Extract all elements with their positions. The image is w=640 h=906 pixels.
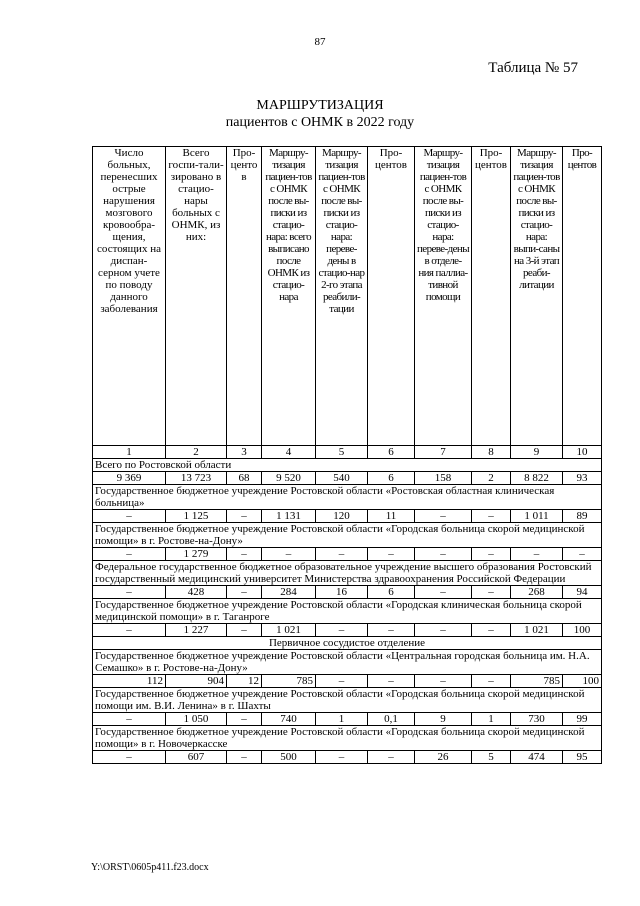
column-number: 10 [563,446,602,459]
institution-row [93,599,602,624]
data-cell: – [93,713,166,726]
table-label: Таблица № 57 [488,60,578,76]
header-cell: Про-центов [368,147,415,446]
data-cell: – [368,751,415,764]
data-cell: – [262,548,316,561]
data-cell: 1 279 [166,548,227,561]
data-cell: 9 [415,713,472,726]
header-cell: Маршру-тизация пациен-тов с ОНМК после вы-писки из стацио-нара: переве-дены в стацио-нар 2-го этапа реабили-тации [316,147,368,446]
data-cell: – [472,548,511,561]
data-cell: 730 [511,713,563,726]
column-number: 2 [166,446,227,459]
column-number: 3 [227,446,262,459]
title-line-1: МАРШРУТИЗАЦИЯ [256,98,384,113]
data-cell: 607 [166,751,227,764]
data-cell: 740 [262,713,316,726]
data-cell: 1 131 [262,510,316,523]
data-cell: – [415,675,472,688]
data-cell: – [368,624,415,637]
column-number-row [93,446,602,459]
data-cell: 6 [368,472,415,485]
institution-name: Государственное бюджетное учреждение Ростовской области «Ростовская областная клиническая больница» [93,485,602,510]
data-cell: 94 [563,586,602,599]
data-cell: – [472,510,511,523]
institution-name: Государственное бюджетное учреждение Ростовской области «Городская больница скорой медицинской помощи» в г. Ростове-на-Дону» [93,523,602,548]
data-cell: 428 [166,586,227,599]
column-number: 8 [472,446,511,459]
data-cell: – [316,548,368,561]
column-number: 7 [415,446,472,459]
data-cell: 1 125 [166,510,227,523]
data-cell: 1 021 [262,624,316,637]
data-cell: – [415,624,472,637]
data-cell: 2 [472,472,511,485]
data-cell: – [316,675,368,688]
data-cell: 268 [511,586,563,599]
institution-row [93,485,602,510]
data-cell: 112 [93,675,166,688]
data-cell: 1 021 [511,624,563,637]
data-cell: 1 050 [166,713,227,726]
data-cell: 785 [511,675,563,688]
data-row [93,586,602,599]
institution-row [93,459,602,472]
data-cell: – [93,510,166,523]
data-cell: 68 [227,472,262,485]
institution-row [93,688,602,713]
header-cell: Про-центов [472,147,511,446]
table-title [0,97,640,131]
header-cell: Всего госпи-тали-зировано в стацио-нары больных с ОНМК, из них: [166,147,227,446]
data-cell: – [415,548,472,561]
data-row [93,624,602,637]
data-cell: – [563,548,602,561]
data-row [93,548,602,561]
data-cell: 12 [227,675,262,688]
data-cell: 500 [262,751,316,764]
data-cell: 158 [415,472,472,485]
data-row [93,751,602,764]
data-cell: 26 [415,751,472,764]
header-row [93,147,602,446]
header-cell: Число больных, перенесших острые нарушения мозгового кровообра-щения, состоящих на диспан-серном учете по поводу данного заболевания [93,147,166,446]
data-cell: 100 [563,675,602,688]
data-cell: – [472,675,511,688]
data-cell: 120 [316,510,368,523]
data-cell: – [316,624,368,637]
institution-row [93,726,602,751]
data-cell: – [227,751,262,764]
institution-row [93,523,602,548]
data-cell: – [511,548,563,561]
data-row [93,713,602,726]
data-cell: – [316,751,368,764]
column-number: 6 [368,446,415,459]
data-cell: 284 [262,586,316,599]
data-cell: 1 [472,713,511,726]
column-number: 9 [511,446,563,459]
data-cell: – [93,548,166,561]
section-row [93,637,602,650]
data-cell: 16 [316,586,368,599]
data-cell: – [227,548,262,561]
data-cell: – [227,713,262,726]
data-cell: 8 822 [511,472,563,485]
data-cell: 99 [563,713,602,726]
data-cell: 13 723 [166,472,227,485]
data-cell: 93 [563,472,602,485]
institution-name: Всего по Ростовской области [93,459,602,472]
data-cell: – [368,675,415,688]
header-cell: Маршру-тизация пациен-тов с ОНМК после вы-писки из стацио-нара: всего выписано после ОНМК из стацио-нара [262,147,316,446]
data-cell: – [227,624,262,637]
institution-name: Государственное бюджетное учреждение Ростовской области «Городская клиническая больница скорой медицинской помощи» в г. Таганроге [93,599,602,624]
institution-name: Государственное бюджетное учреждение Ростовской области «Городская больница скорой медицинской помощи им. В.И. Ленина» в г. Шахты [93,688,602,713]
data-cell: 0,1 [368,713,415,726]
institution-name: Государственное бюджетное учреждение Ростовской области «Центральная городская больница им. Н.А. Семашко» в г. Ростове-на-Дону» [93,650,602,675]
data-cell: – [472,624,511,637]
data-cell: – [227,510,262,523]
routing-table [92,146,602,764]
data-cell: 11 [368,510,415,523]
data-row [93,675,602,688]
header-cell: Маршру-тизация пациен-тов с ОНМК после вы-писки из стацио-нара: выпи-саны на 3-й этап реаби-литации [511,147,563,446]
column-number: 4 [262,446,316,459]
data-row [93,510,602,523]
data-cell: – [415,586,472,599]
header-cell: Про-центов [227,147,262,446]
data-cell: 6 [368,586,415,599]
column-number: 5 [316,446,368,459]
data-cell: 1 [316,713,368,726]
data-cell: – [472,586,511,599]
data-cell: 100 [563,624,602,637]
data-cell: 1 011 [511,510,563,523]
data-cell: 95 [563,751,602,764]
data-cell: 5 [472,751,511,764]
page-number: 87 [314,36,326,48]
data-cell: 540 [316,472,368,485]
institution-name: Федеральное государственное бюджетное образовательное учреждение высшего образования Ростовский государственный медицинский университет Министерства здравоохранения Российской Федерации [93,561,602,586]
data-cell: – [368,548,415,561]
data-row [93,472,602,485]
data-cell: – [415,510,472,523]
data-cell: – [93,624,166,637]
data-cell: 904 [166,675,227,688]
institution-row [93,650,602,675]
file-path-footer: Y:\ORST\0605p411.f23.docx [91,862,209,873]
data-cell: 9 520 [262,472,316,485]
data-cell: 1 227 [166,624,227,637]
data-cell: 9 369 [93,472,166,485]
data-cell: – [93,751,166,764]
column-number: 1 [93,446,166,459]
data-cell: 89 [563,510,602,523]
data-cell: 474 [511,751,563,764]
data-cell: – [93,586,166,599]
data-cell: 785 [262,675,316,688]
institution-name: Государственное бюджетное учреждение Ростовской области «Городская больница скорой медицинской помощи» в г. Новочеркасске [93,726,602,751]
section-heading: Первичное сосудистое отделение [93,637,602,650]
title-line-2: пациентов с ОНМК в 2022 году [225,115,415,130]
header-cell: Про-центов [563,147,602,446]
data-cell: – [227,586,262,599]
institution-row [93,561,602,586]
header-cell: Маршру-тизация пациен-тов с ОНМК после вы-писки из стацио-нара: переве-дены в отделе-ния паллиа-тивной помощи [415,147,472,446]
